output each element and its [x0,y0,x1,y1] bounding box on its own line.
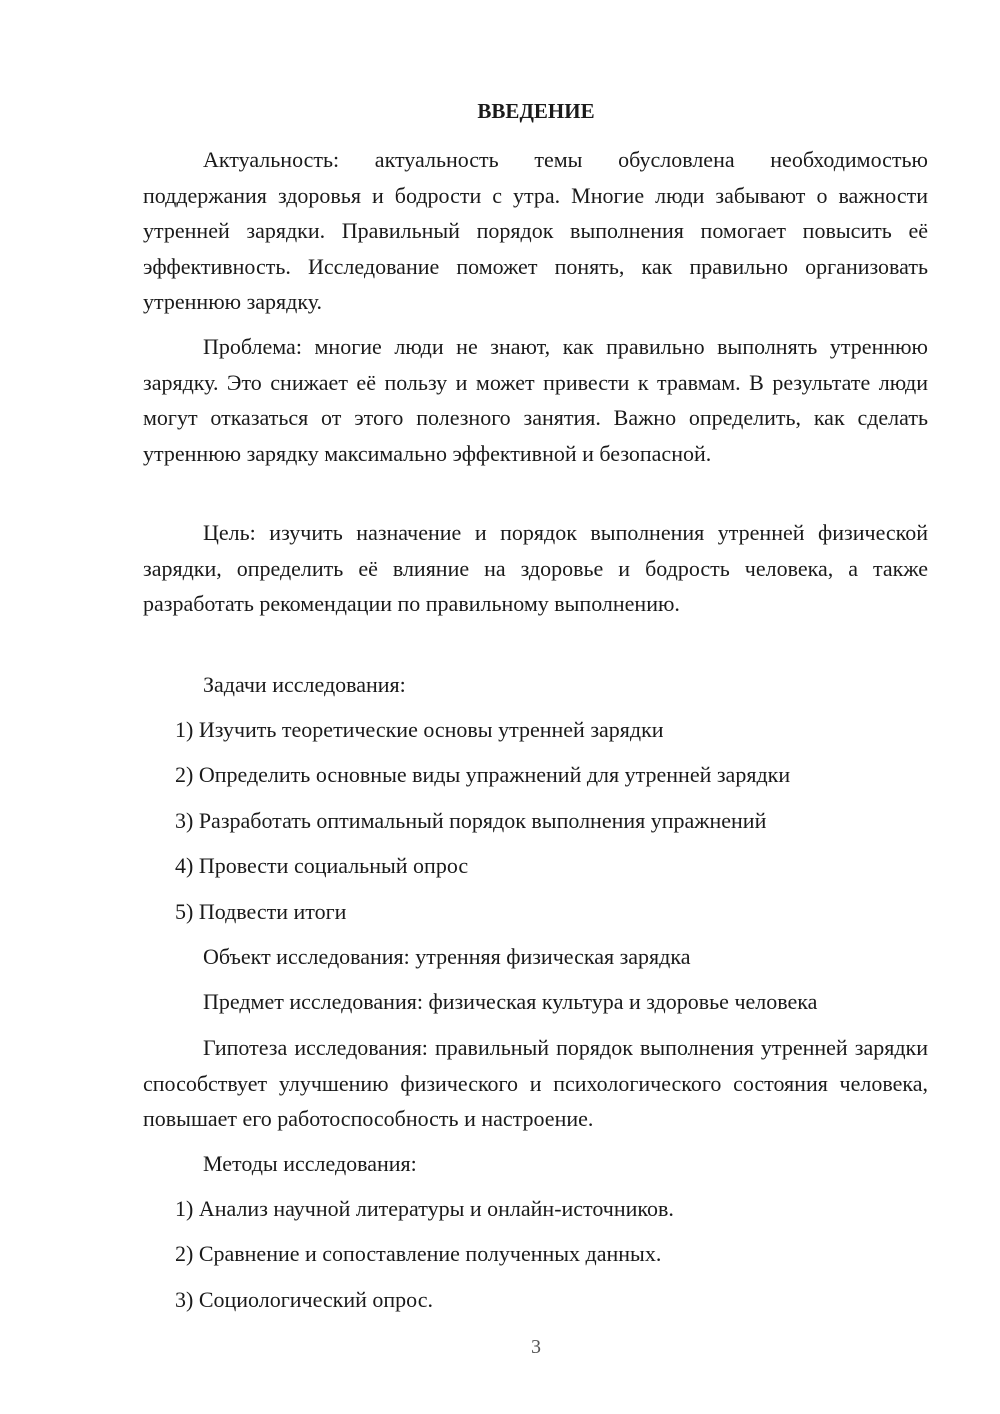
methods-heading: Методы исследования: [203,1151,417,1176]
list-item: 2) Определить основные виды упражнений для утренней зарядки [175,762,791,787]
subject-paragraph: Предмет исследования: физическая культура и здоровье человека [203,989,818,1014]
page-title: ВВЕДЕНИЕ [477,99,595,123]
list-item: 1) Изучить теоретические основы утренней зарядки [175,717,664,742]
list-item: 3) Разработать оптимальный порядок выполнения упражнений [175,808,767,833]
relevance-paragraph: Актуальность: актуальность темы обусловлена необходимостью поддержания здоровья и бодрости с утра. Многие люди забывают о важности утренней зарядки. Правильный порядок выполнения помогает повысить её эффективность. Исследование поможет понять, как правильно организовать утреннюю зарядку. [143,147,928,314]
tasks-heading: Задачи исследования: [203,672,406,697]
list-item: 5) Подвести итоги [175,899,347,924]
list-item: 2) Сравнение и сопоставление полученных данных. [175,1241,662,1266]
list-item: 3) Социологический опрос. [175,1287,433,1312]
page-number: 3 [531,1336,541,1358]
object-paragraph: Объект исследования: утренняя физическая зарядка [203,944,691,969]
problem-paragraph: Проблема: многие люди не знают, как правильно выполнять утреннюю зарядку. Это снижает её пользу и может привести к травмам. В результате люди могут отказаться от этого полезного занятия. Важно определить, как сделать утреннюю зарядку максимально эффективной и безопасной. [143,334,928,466]
list-item: 1) Анализ научной литературы и онлайн-источников. [175,1196,674,1221]
goal-paragraph: Цель: изучить назначение и порядок выполнения утренней физической зарядки, определить её влияние на здоровье и бодрость человека, а также разработать рекомендации по правильному выполнению. [143,520,928,616]
list-item: 4) Провести социальный опрос [175,853,469,878]
hypothesis-paragraph: Гипотеза исследования: правильный порядок выполнения утренней зарядки способствует улучшению физического и психологического состояния человека, повышает его работоспособность и настроение. [143,1035,928,1131]
